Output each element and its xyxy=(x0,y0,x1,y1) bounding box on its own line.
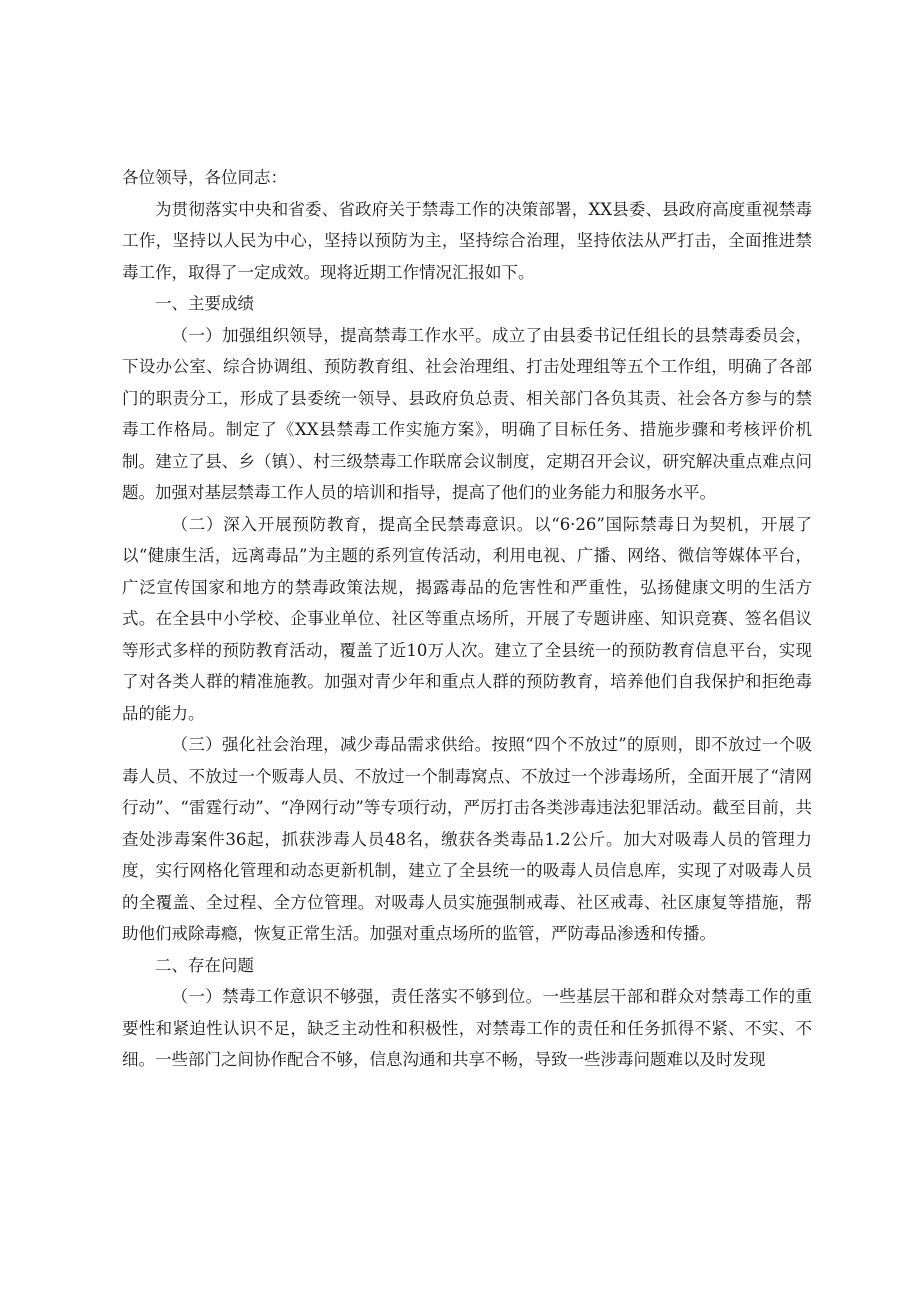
achievement-paragraph-2: （二）深入开展预防教育，提高全民禁毒意识。以“6·26”国际禁毒日为契机，开展了以“健康生活，远离毒品”为主题的系列宣传活动，利用电视、广播、网络、微信等媒体平台，广泛宣传国家和地方的禁毒政策法规，揭露毒品的危害性和严重性，弘扬健康文明的生活方式。在全县中小学校、企事业单位、社区等重点场所，开展了专题讲座、知识竞赛、签名倡议等形式多样的预防教育活动，覆盖了近10万人次。建立了全县统一的预防教育信息平台，实现了对各类人群的精准施教。加强对青少年和重点人群的预防教育，培养他们自我保护和拒绝毒品的能力。 xyxy=(122,514,812,723)
achievement-paragraph-3: （三）强化社会治理，减少毒品需求供给。按照“四个不放过”的原则，即不放过一个吸毒人员、不放过一个贩毒人员、不放过一个制毒窝点、不放过一个涉毒场所，全面开展了“清网行动”、“雷霆行动”、“净网行动”等专项行动，严厉打击各类涉毒违法犯罪活动。截至目前，共查处涉毒案件36起，抓获涉毒人员48名，缴获各类毒品1.2公斤。加大对吸毒人员的管理力度，实行网格化管理和动态更新机制，建立了全县统一的吸毒人员信息库，实现了对吸毒人员的全覆盖、全过程、全方位管理。对吸毒人员实施强制戒毒、社区戒毒、社区康复等措施，帮助他们戒除毒瘾，恢复正常生活。加强对重点场所的监管，严防毒品渗透和传播。 xyxy=(122,735,812,943)
document-body xyxy=(122,162,812,1076)
salutation: 各位领导，各位同志： xyxy=(122,168,287,187)
achievement-paragraph-1: （一）加强组织领导，提高禁毒工作水平。成立了由县委书记任组长的县禁毒委员会，下设办公室、综合协调组、预防教育组、社会治理组、打击处理组等五个工作组，明确了各部门的职责分工，形成了县委统一领导、县政府负总责、相关部门各负其责、社会各方参与的禁毒工作格局。制定了《XX县禁毒工作实施方案》，明确了目标任务、措施步骤和考核评价机制。建立了县、乡（镇）、村三级禁毒工作联席会议制度，定期召开会议，研究解决重点难点问题。加强对基层禁毒工作人员的培训和指导，提高了他们的业务能力和服务水平。 xyxy=(122,325,812,502)
problem-paragraph-1: （一）禁毒工作意识不够强，责任落实不够到位。一些基层干部和群众对禁毒工作的重要性和紧迫性认识不足，缺乏主动性和积极性，对禁毒工作的责任和任务抓得不紧、不实、不细。一些部门之间协作配合不够，信息沟通和共享不畅，导致一些涉毒问题难以及时发现 xyxy=(122,987,812,1069)
intro-paragraph: 为贯彻落实中央和省委、省政府关于禁毒工作的决策部署，XX县委、县政府高度重视禁毒工作，坚持以人民为中心，坚持以预防为主，坚持综合治理，坚持依法从严打击，全面推进禁毒工作，取得了一定成效。现将近期工作情况汇报如下。 xyxy=(122,199,812,282)
section-heading-problems: 二、存在问题 xyxy=(155,955,254,975)
section-heading-achievements: 一、主要成绩 xyxy=(155,294,254,313)
